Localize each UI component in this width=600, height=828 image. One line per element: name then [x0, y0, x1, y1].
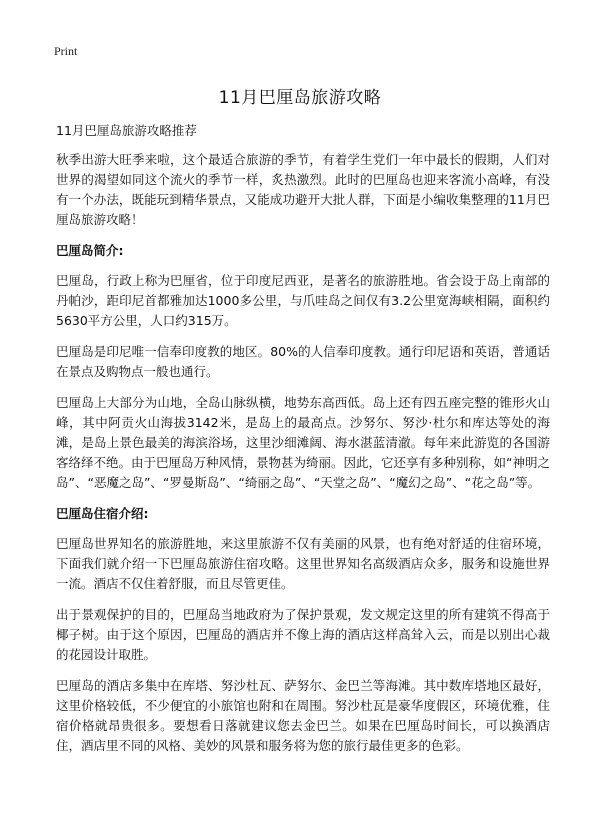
section-heading-intro: 巴厘岛简介: — [56, 243, 124, 258]
article-body — [56, 150, 550, 767]
section2-paragraph-3: 巴厘岛的酒店多集中在库塔、努沙杜瓦、萨努尔、金巴兰等海滩。其中数库塔地区最好，这里价格较低，不少便宜的小旅馆也附和在周围。努沙杜瓦是豪华度假区，环境优雅，住宿价格就昂贵很多。要想看日落就建议您去金巴兰。如果在巴厘岛时间长，可以换酒店住，酒店里不同的风格、美妙的风景和服务将为您的旅行最佳更多的色彩。 — [56, 678, 550, 753]
section-heading-accommodation: 巴厘岛住宿介绍: — [56, 506, 149, 521]
section1-paragraph-2: 巴厘岛是印尼唯一信奉印度教的地区。80%的人信奉印度教。通行印尼语和英语，普通话在景点及购物点一般也通行。 — [56, 344, 550, 379]
page-title: 11月巴厘岛旅游攻略 — [218, 88, 382, 108]
section2-paragraph-1: 巴厘岛世界知名的旅游胜地，来这里旅游不仅有美丽的风景，也有绝对舒适的住宿环境，下面我们就介绍一下巴厘岛旅游住宿攻略。这里世界知名高级酒店众多，服务和设施世界一流。酒店不仅住着舒服，而且尽管更佳。 — [56, 536, 550, 591]
page-subtitle: 11月巴厘岛旅游攻略推荐 — [56, 123, 197, 138]
section1-paragraph-1: 巴厘岛，行政上称为巴厘省，位于印度尼西亚，是著名的旅游胜地。省会设于岛上南部的丹帕沙，距印尼首都雅加达1000多公里，与爪哇岛之间仅有3.2公里宽海峡相隔，面积约5630平方公里，人口约315万。 — [56, 273, 550, 328]
section1-paragraph-3: 巴厘岛上大部分为山地，全岛山脉纵横，地势东高西低。岛上还有四五座完整的锥形火山峰，其中阿贡火山海拔3142米，是岛上的最高点。沙努尔、努沙·杜尔和库达等处的海滩，是岛上景色最美的海滨浴场，这里沙细滩阔、海水湛蓝清澈。每年来此游览的各国游客络绎不绝。由于巴厘岛万种风情，景物甚为绮丽。因此，它还享有多种别称，如“神明之岛”、“恶魔之岛”、“罗曼斯岛”、“绮丽之岛”、“天堂之岛”、“魔幻之岛”、“花之岛”等。 — [56, 395, 550, 490]
intro-paragraph: 秋季出游大旺季来啦，这个最适合旅游的季节，有着学生党们一年中最长的假期，人们对世界的渴望如同这个流火的季节一样，炙热激烈。此时的巴厘岛也迎来客流小高峰，有没有一个办法，既能玩到精华景点，又能成功避开大批人群，下面是小编收集整理的11月巴厘岛旅游攻略！ — [56, 152, 550, 227]
print-link[interactable]: Print — [54, 44, 78, 58]
section2-paragraph-2: 出于景观保护的目的，巴厘岛当地政府为了保护景观，发文规定这里的所有建筑不得高于椰子树。由于这个原因，巴厘岛的酒店并不像上海的酒店这样高耸入云，而是以别出心裁的花园设计取胜。 — [56, 607, 550, 662]
